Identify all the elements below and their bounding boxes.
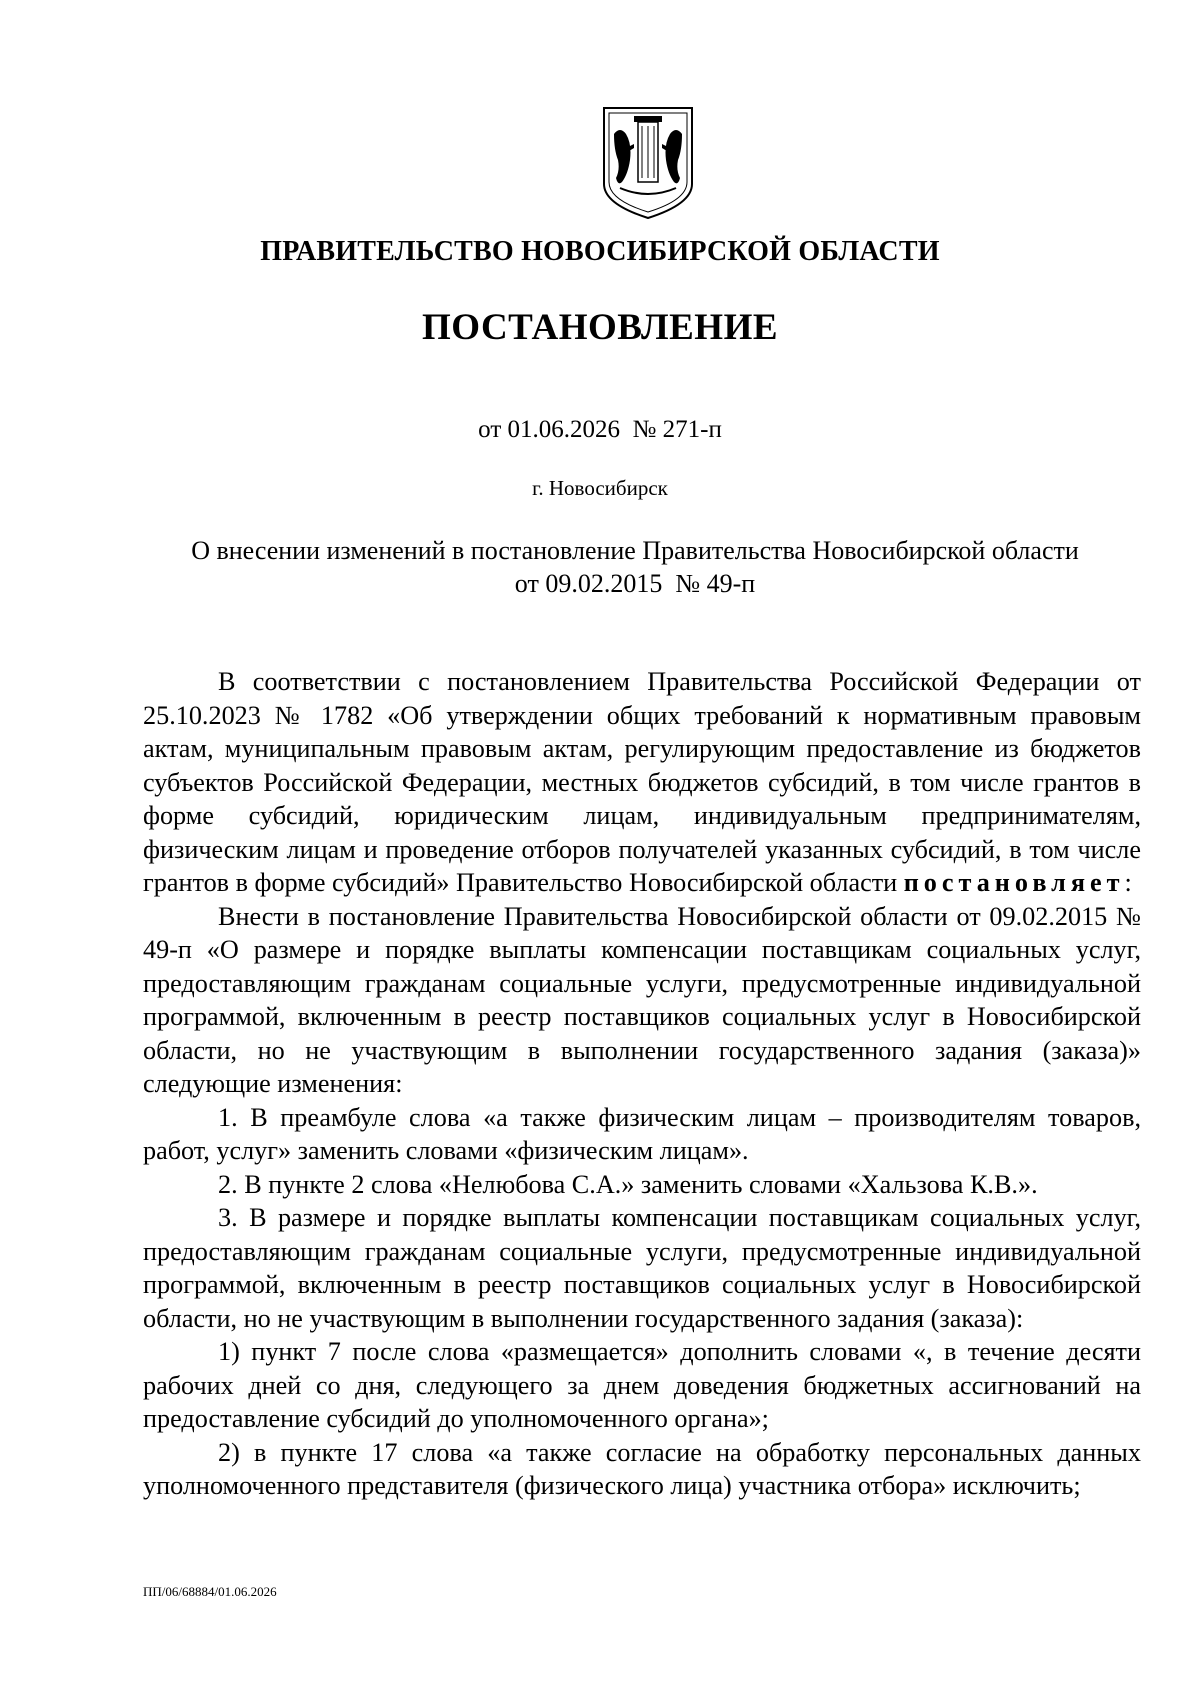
decree-colon: : xyxy=(1124,868,1132,897)
subject-line-1: О внесении изменений в постановление Правительства Новосибирской области xyxy=(191,536,1079,565)
document-body xyxy=(143,665,1141,1503)
document-city: г. Новосибирск xyxy=(532,476,668,500)
intro-paragraph: Внести в постановление Правительства Новосибирской области от 09.02.2015 № 49-п «О размере и порядке выплаты компенсации поставщикам социальных услуг, предоставляющим гражданам социальные услуги, предусмотренные индивидуальной программой, включенным в реестр поставщиков социальных услуг в Новосибирской области, но не участвующим в выполнении государственного задания (заказа)» следующие изменения: xyxy=(143,901,1141,1098)
document-code-footer: ПП/06/68884/01.06.2026 xyxy=(143,1584,277,1599)
document-date-number: от 01.06.2026 № 271-п xyxy=(478,416,722,443)
document-type-title: ПОСТАНОВЛЕНИЕ xyxy=(421,307,779,348)
item-2-paragraph: 2. В пункте 2 слова «Нелюбова С.А.» заменить словами «Хальзова К.В.». xyxy=(218,1169,1038,1199)
coat-of-arms-icon xyxy=(600,104,696,222)
item-3-paragraph: 3. В размере и порядке выплаты компенсации поставщикам социальных услуг, предоставляющим гражданам социальные услуги, предусмотренные индивидуальной программой, включенным в реестр поставщиков социальных услуг в Новосибирской области, но не участвующим в выполнении государственного задания (заказа): xyxy=(143,1203,1141,1333)
item-1-paragraph: 1. В преамбуле слова «а также физическим лицам – производителям товаров, работ, услуг» заменить словами «физическим лицам». xyxy=(143,1102,1141,1165)
document-subject xyxy=(140,534,1130,600)
subject-line-2: от 09.02.2015 № 49-п xyxy=(514,569,756,598)
preamble-paragraph xyxy=(143,665,1141,900)
subitem-2-paragraph: 2) в пункте 17 слова «а также согласие на обработку персональных данных уполномоченного представителя (физического лица) участника отбора» исключить; xyxy=(143,1437,1141,1500)
subitem-1-paragraph: 1) пункт 7 после слова «размещается» дополнить словами «, в течение десяти рабочих дней со дня, следующего за днем доведения бюджетных ассигнований на предоставление субсидий до уполномоченного органа»; xyxy=(143,1337,1141,1433)
decree-word: постановляет xyxy=(903,868,1125,897)
preamble-text: В соответствии с постановлением Правительства Российской Федерации от 25.10.2023 № 1782 «Об утверждении общих требований к нормативным правовым актам, муниципальным правовым актам, регулирующим предоставление из бюджетов субъектов Российской Федерации, местных бюджетов субсидий, в том числе грантов в форме субсидий, юридическим лицам, индивидуальным предпринимателям, физическим лицам и проведение отборов получателей указанных субсидий, в том числе грантов в форме субсидий» Правительство Новосибирской области xyxy=(143,667,1141,897)
organization-title: ПРАВИТЕЛЬСТВО НОВОСИБИРСКОЙ ОБЛАСТИ xyxy=(260,236,940,267)
